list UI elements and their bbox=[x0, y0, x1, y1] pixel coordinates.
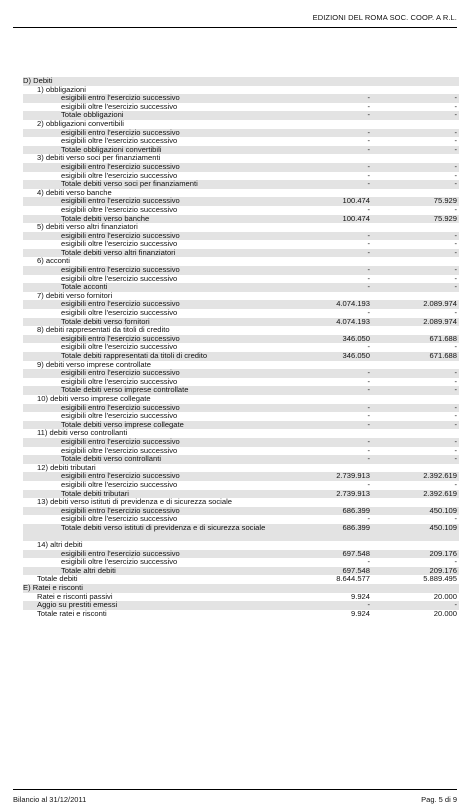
value-previous-year: - bbox=[454, 342, 457, 352]
row-label: esigibili entro l'esercizio successivo bbox=[61, 333, 180, 343]
row-label: esigibili oltre l'esercizio successivo bbox=[61, 479, 178, 489]
value-current-year: - bbox=[367, 445, 370, 455]
value-current-year: - bbox=[367, 93, 370, 103]
row-label: Totale obbligazioni bbox=[61, 110, 124, 120]
value-current-year: - bbox=[367, 342, 370, 352]
row-label: esigibili oltre l'esercizio successivo bbox=[61, 411, 178, 421]
value-current-year: - bbox=[367, 230, 370, 240]
footer-date: Bilancio al 31/12/2011 bbox=[13, 795, 87, 804]
value-previous-year: - bbox=[454, 376, 457, 386]
value-previous-year: - bbox=[454, 600, 457, 610]
value-current-year: - bbox=[367, 454, 370, 464]
row-label: Totale acconti bbox=[61, 282, 108, 292]
row-label: esigibili oltre l'esercizio successivo bbox=[61, 273, 178, 283]
value-previous-year: - bbox=[454, 136, 457, 146]
value-current-year: - bbox=[367, 204, 370, 214]
row-label: E) Ratei e risconti bbox=[23, 583, 83, 593]
value-previous-year: - bbox=[454, 127, 457, 137]
row-label: 2) obbligazioni convertibili bbox=[37, 118, 124, 128]
value-current-year: 4.074.193 bbox=[336, 299, 370, 309]
row-label: esigibili entro l'esercizio successivo bbox=[61, 161, 180, 171]
row-label: D) Debiti bbox=[23, 76, 53, 85]
row-label: esigibili entro l'esercizio successivo bbox=[61, 471, 180, 481]
value-previous-year: 2.392.619 bbox=[423, 488, 457, 498]
value-current-year: - bbox=[367, 247, 370, 257]
value-current-year: - bbox=[367, 161, 370, 171]
row-label: Ratei e risconti passivi bbox=[37, 591, 113, 601]
row-label: esigibili entro l'esercizio successivo bbox=[61, 127, 180, 137]
value-previous-year: - bbox=[454, 265, 457, 275]
page-number: Pag. 5 di 9 bbox=[421, 795, 457, 804]
value-previous-year: - bbox=[454, 445, 457, 455]
row-label: esigibili entro l'esercizio successivo bbox=[61, 299, 180, 309]
value-previous-year: - bbox=[454, 204, 457, 214]
row-label: esigibili oltre l'esercizio successivo bbox=[61, 101, 178, 111]
value-current-year: 4.074.193 bbox=[336, 316, 370, 326]
row-label: esigibili entro l'esercizio successivo bbox=[61, 93, 180, 103]
value-current-year: 9.924 bbox=[350, 608, 370, 618]
row-label: Totale altri debiti bbox=[61, 565, 116, 575]
row-label: 8) debiti rappresentati da titoli di credito bbox=[37, 325, 170, 335]
row-label: esigibili oltre l'esercizio successivo bbox=[61, 136, 178, 146]
row-label: esigibili entro l'esercizio successivo bbox=[61, 265, 180, 275]
value-current-year: 2.739.913 bbox=[336, 488, 370, 498]
value-current-year: - bbox=[367, 136, 370, 146]
row-label: Totale ratei e risconti bbox=[37, 608, 107, 618]
row-label: Totale debiti verso controllanti bbox=[61, 454, 162, 464]
row-label: esigibili entro l'esercizio successivo bbox=[61, 548, 180, 558]
value-current-year: - bbox=[367, 282, 370, 292]
company-header: EDIZIONI DEL ROMA SOC. COOP. A R.L. bbox=[312, 13, 457, 22]
row-label: esigibili oltre l'esercizio successivo bbox=[61, 514, 178, 524]
row-label: 12) debiti tributari bbox=[37, 462, 96, 472]
row-label: Totale debiti verso altri finanziatori bbox=[61, 247, 176, 257]
row-label: esigibili oltre l'esercizio successivo bbox=[61, 170, 178, 180]
value-current-year: - bbox=[367, 308, 370, 318]
value-current-year: - bbox=[367, 144, 370, 154]
value-previous-year: - bbox=[454, 273, 457, 283]
row-label: esigibili entro l'esercizio successivo bbox=[61, 196, 180, 206]
value-previous-year: - bbox=[454, 179, 457, 189]
table-row bbox=[23, 524, 459, 541]
value-previous-year: - bbox=[454, 239, 457, 249]
row-label: 13) debiti verso istituti di previdenza e di sicurezza sociale bbox=[37, 497, 233, 507]
value-current-year: 346.050 bbox=[342, 351, 370, 360]
table-row bbox=[23, 575, 459, 584]
value-current-year: 8.644.577 bbox=[336, 574, 370, 584]
value-current-year: - bbox=[367, 368, 370, 378]
value-previous-year: - bbox=[454, 454, 457, 464]
row-label: esigibili oltre l'esercizio successivo bbox=[61, 239, 178, 249]
value-current-year: - bbox=[367, 600, 370, 610]
value-current-year: 9.924 bbox=[350, 591, 370, 601]
row-label: 11) debiti verso controllanti bbox=[37, 428, 128, 438]
value-current-year: 697.548 bbox=[342, 565, 370, 575]
value-previous-year: - bbox=[454, 308, 457, 318]
value-previous-year: - bbox=[454, 170, 457, 180]
table-row bbox=[23, 249, 459, 258]
value-previous-year: 2.089.974 bbox=[423, 299, 457, 309]
value-previous-year: 450.109 bbox=[429, 522, 457, 532]
value-current-year: - bbox=[367, 411, 370, 421]
value-current-year: - bbox=[367, 419, 370, 429]
row-label: esigibili oltre l'esercizio successivo bbox=[61, 204, 178, 214]
row-label: Totale debiti verso fornitori bbox=[61, 316, 150, 326]
value-previous-year: - bbox=[454, 161, 457, 171]
value-current-year: 100.474 bbox=[342, 196, 370, 206]
value-previous-year: - bbox=[454, 557, 457, 567]
value-previous-year: 75.929 bbox=[433, 196, 457, 206]
value-current-year: - bbox=[367, 179, 370, 189]
value-current-year: 686.399 bbox=[342, 505, 370, 515]
row-label: esigibili entro l'esercizio successivo bbox=[61, 230, 180, 240]
value-current-year: - bbox=[367, 385, 370, 395]
value-previous-year: - bbox=[454, 368, 457, 378]
value-previous-year: 450.109 bbox=[429, 505, 457, 515]
row-label: esigibili entro l'esercizio successivo bbox=[61, 505, 180, 515]
row-label: esigibili oltre l'esercizio successivo bbox=[61, 445, 178, 455]
value-previous-year: 671.688 bbox=[429, 351, 457, 360]
value-current-year: 2.739.913 bbox=[336, 471, 370, 481]
value-previous-year: 20.000 bbox=[433, 608, 457, 618]
value-current-year: - bbox=[367, 170, 370, 180]
row-label: Totale debiti tributari bbox=[61, 488, 129, 498]
row-label: esigibili oltre l'esercizio successivo bbox=[61, 308, 178, 318]
value-previous-year: - bbox=[454, 93, 457, 103]
table-row bbox=[23, 77, 459, 86]
value-current-year: - bbox=[367, 402, 370, 412]
value-current-year: - bbox=[367, 436, 370, 446]
value-current-year: - bbox=[367, 101, 370, 111]
row-label: Totale debiti rappresentati da titoli di credito bbox=[61, 351, 208, 360]
row-label: Totale debiti verso imprese controllate bbox=[61, 385, 189, 395]
value-previous-year: - bbox=[454, 436, 457, 446]
row-label: Totale debiti verso soci per finanziamenti bbox=[61, 179, 198, 189]
value-previous-year: 20.000 bbox=[433, 591, 457, 601]
value-previous-year: - bbox=[454, 385, 457, 395]
value-previous-year: - bbox=[454, 402, 457, 412]
value-current-year: 697.548 bbox=[342, 548, 370, 558]
row-label: esigibili oltre l'esercizio successivo bbox=[61, 342, 178, 352]
row-label: 4) debiti verso banche bbox=[37, 187, 112, 197]
value-previous-year: - bbox=[454, 419, 457, 429]
row-label: Totale debiti verso istituti di previdenza e di sicurezza sociale bbox=[61, 522, 266, 532]
row-label: esigibili oltre l'esercizio successivo bbox=[61, 557, 178, 567]
value-previous-year: - bbox=[454, 230, 457, 240]
value-current-year: 100.474 bbox=[342, 213, 370, 223]
row-label: 14) altri debiti bbox=[37, 540, 83, 550]
value-previous-year: - bbox=[454, 110, 457, 120]
value-previous-year: 209.176 bbox=[429, 548, 457, 558]
row-label: 10) debiti verso imprese collegate bbox=[37, 393, 151, 403]
value-current-year: - bbox=[367, 127, 370, 137]
value-current-year: - bbox=[367, 265, 370, 275]
row-label: Totale obbligazioni convertibili bbox=[61, 144, 162, 154]
value-previous-year: - bbox=[454, 101, 457, 111]
value-previous-year: 2.089.974 bbox=[423, 316, 457, 326]
value-current-year: - bbox=[367, 557, 370, 567]
value-current-year: - bbox=[367, 273, 370, 283]
value-current-year: - bbox=[367, 376, 370, 386]
value-previous-year: 5.889.495 bbox=[423, 574, 457, 584]
row-label: Totale debiti bbox=[37, 574, 78, 584]
header-divider bbox=[13, 27, 457, 28]
value-current-year: 346.050 bbox=[342, 333, 370, 343]
value-current-year: - bbox=[367, 479, 370, 489]
value-previous-year: - bbox=[454, 514, 457, 524]
value-current-year: - bbox=[367, 110, 370, 120]
row-label: esigibili oltre l'esercizio successivo bbox=[61, 376, 178, 386]
value-previous-year: - bbox=[454, 479, 457, 489]
row-label: esigibili entro l'esercizio successivo bbox=[61, 402, 180, 412]
row-label: 3) debiti verso soci per finanziamenti bbox=[37, 153, 161, 163]
value-previous-year: 2.392.619 bbox=[423, 471, 457, 481]
row-label: 1) obbligazioni bbox=[37, 84, 86, 94]
row-label: esigibili entro l'esercizio successivo bbox=[61, 436, 180, 446]
value-current-year: 686.399 bbox=[342, 522, 370, 532]
row-label: Aggio su prestiti emessi bbox=[37, 600, 118, 610]
row-label: esigibili entro l'esercizio successivo bbox=[61, 368, 180, 378]
row-label: Totale debiti verso banche bbox=[61, 213, 150, 223]
row-label: 7) debiti verso fornitori bbox=[37, 290, 113, 300]
row-label: 5) debiti verso altri finanziatori bbox=[37, 222, 138, 232]
table-row bbox=[23, 567, 459, 576]
value-current-year: - bbox=[367, 239, 370, 249]
row-label: Totale debiti verso imprese collegate bbox=[61, 419, 184, 429]
value-current-year: - bbox=[367, 514, 370, 524]
table-row bbox=[23, 610, 459, 619]
value-previous-year: - bbox=[454, 411, 457, 421]
balance-sheet-table bbox=[23, 77, 459, 618]
value-previous-year: 75.929 bbox=[433, 213, 457, 223]
value-previous-year: - bbox=[454, 247, 457, 257]
value-previous-year: - bbox=[454, 282, 457, 292]
footer-divider bbox=[13, 789, 457, 790]
value-previous-year: 671.688 bbox=[429, 333, 457, 343]
row-label: 6) acconti bbox=[37, 256, 70, 266]
row-label: 9) debiti verso imprese controllate bbox=[37, 359, 151, 369]
value-previous-year: - bbox=[454, 144, 457, 154]
value-previous-year: 209.176 bbox=[429, 565, 457, 575]
